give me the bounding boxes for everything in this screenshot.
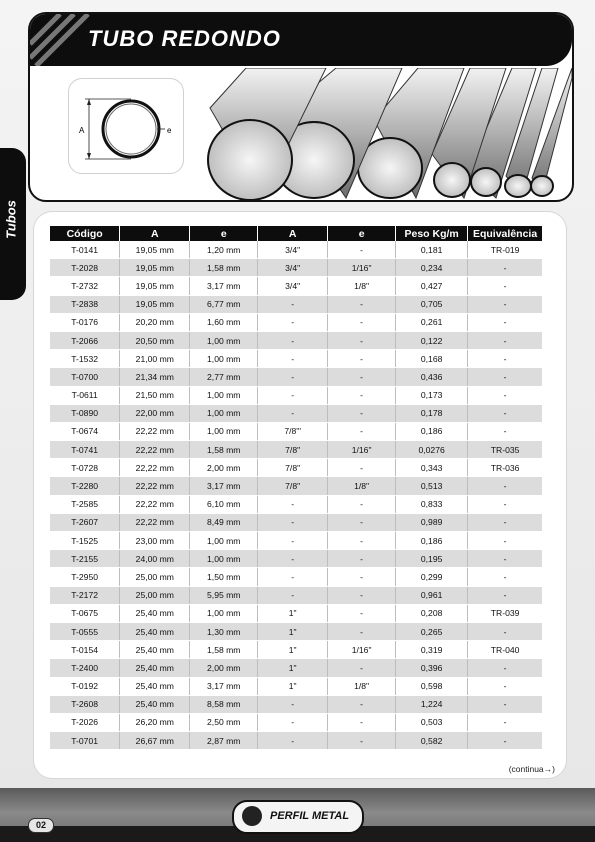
table-cell: - [468, 422, 542, 440]
table-cell: - [468, 259, 542, 277]
table-cell: 26,67 mm [120, 732, 190, 750]
table-cell: 1,00 mm [190, 350, 258, 368]
table-cell: TR-040 [468, 641, 542, 659]
table-cell: 3/4" [258, 241, 328, 259]
table-row [50, 313, 542, 331]
table-cell: T-0700 [50, 368, 120, 386]
table-cell: 25,00 mm [120, 568, 190, 586]
table-cell: 7/8"' [258, 422, 328, 440]
table-cell: T-0154 [50, 641, 120, 659]
table-cell: 1" [258, 677, 328, 695]
table-cell: 0,343 [396, 459, 468, 477]
table-body [50, 241, 542, 750]
table-cell: 1,00 mm [190, 404, 258, 422]
table-cell: 1/8" [328, 477, 396, 495]
table-cell: 1,50 mm [190, 568, 258, 586]
table-cell: T-2400 [50, 659, 120, 677]
table-cell: - [258, 368, 328, 386]
table-cell: T-2950 [50, 568, 120, 586]
table-cell: - [468, 350, 542, 368]
table-cell: 1/16" [328, 259, 396, 277]
table-row [50, 586, 542, 604]
brand-logo-icon [242, 806, 262, 826]
table-cell: - [328, 695, 396, 713]
table-cell: - [468, 695, 542, 713]
table-cell: T-1532 [50, 350, 120, 368]
table-cell: 19,05 mm [120, 259, 190, 277]
table-cell: - [468, 513, 542, 531]
side-tab [0, 148, 26, 300]
table-cell: T-0728 [50, 459, 120, 477]
table-cell: 20,20 mm [120, 313, 190, 331]
table-cell: T-2172 [50, 586, 120, 604]
table-cell: 0,0276 [396, 441, 468, 459]
table-cell: 21,34 mm [120, 368, 190, 386]
page-number: 02 [28, 818, 54, 833]
table-cell: 0,989 [396, 513, 468, 531]
table-cell: - [258, 695, 328, 713]
table-row [50, 368, 542, 386]
col-header-equivalencia: Equivalência [468, 226, 542, 241]
table-cell: - [258, 550, 328, 568]
table-row [50, 695, 542, 713]
table-cell: T-2026 [50, 713, 120, 731]
col-header-e-inch: e [328, 226, 396, 241]
table-row [50, 513, 542, 531]
table-cell: 7/8" [258, 441, 328, 459]
table-cell: T-2066 [50, 331, 120, 349]
table-cell: 24,00 mm [120, 550, 190, 568]
table-cell: - [468, 386, 542, 404]
table-cell: 22,22 mm [120, 459, 190, 477]
table-cell: 0,173 [396, 386, 468, 404]
table-cell: T-0555 [50, 622, 120, 640]
table-cell: 7/8" [258, 459, 328, 477]
table-cell: - [468, 477, 542, 495]
table-cell: T-0675 [50, 604, 120, 622]
table-cell: - [258, 586, 328, 604]
table-cell: 0,833 [396, 495, 468, 513]
table-row [50, 568, 542, 586]
page-title: TUBO REDONDO [88, 26, 281, 51]
table-cell: 25,00 mm [120, 586, 190, 604]
table-cell: 3,17 mm [190, 277, 258, 295]
table-cell: 2,50 mm [190, 713, 258, 731]
table-cell: 3/4" [258, 277, 328, 295]
table-cell: - [468, 277, 542, 295]
table-cell: 0,234 [396, 259, 468, 277]
table-row [50, 713, 542, 731]
table-cell: T-2838 [50, 295, 120, 313]
table-cell: T-0192 [50, 677, 120, 695]
table-row [50, 677, 542, 695]
table-cell: 1/16" [328, 641, 396, 659]
table-cell: - [328, 241, 396, 259]
table-cell: T-0890 [50, 404, 120, 422]
table-row [50, 659, 542, 677]
table-cell: 25,40 mm [120, 695, 190, 713]
table-row [50, 550, 542, 568]
table-cell: 22,22 mm [120, 513, 190, 531]
table-cell: - [258, 495, 328, 513]
table-cell: T-0176 [50, 313, 120, 331]
table-row [50, 295, 542, 313]
table-cell: 7/8" [258, 477, 328, 495]
table-cell: - [328, 568, 396, 586]
table-cell: 1" [258, 622, 328, 640]
table-header-row [50, 226, 542, 241]
table-cell: 22,22 mm [120, 441, 190, 459]
table-row [50, 277, 542, 295]
table-panel [34, 212, 566, 778]
table-cell: 2,00 mm [190, 659, 258, 677]
table-cell: 8,58 mm [190, 695, 258, 713]
col-header-a-inch: A [258, 226, 328, 241]
table-row [50, 459, 542, 477]
table-cell: - [258, 532, 328, 550]
table-cell: - [258, 568, 328, 586]
table-row [50, 622, 542, 640]
table-cell: 0,436 [396, 368, 468, 386]
table-cell: T-2732 [50, 277, 120, 295]
table-cell: - [258, 386, 328, 404]
stripes-decoration [30, 14, 90, 66]
continues-note [509, 764, 555, 774]
table-cell: - [468, 586, 542, 604]
table-cell: 0,186 [396, 422, 468, 440]
table-cell: 0,178 [396, 404, 468, 422]
table-cell: T-2607 [50, 513, 120, 531]
table-row [50, 441, 542, 459]
dim-a-label: A [79, 126, 85, 135]
table-cell: 0,261 [396, 313, 468, 331]
continues-arrow: →) [543, 764, 555, 774]
table-cell: 0,168 [396, 350, 468, 368]
table-cell: - [328, 659, 396, 677]
table-cell: 0,265 [396, 622, 468, 640]
table-cell: - [328, 713, 396, 731]
table-cell: 0,427 [396, 277, 468, 295]
table-cell: 25,40 mm [120, 604, 190, 622]
col-header-e-mm: e [190, 226, 258, 241]
table-cell: 1" [258, 641, 328, 659]
table-row [50, 495, 542, 513]
table-cell: - [258, 313, 328, 331]
title-bar [30, 14, 572, 66]
table-cell: 1,00 mm [190, 386, 258, 404]
table-cell: T-0141 [50, 241, 120, 259]
table-cell: 1/8" [328, 277, 396, 295]
table-cell: - [468, 568, 542, 586]
table-cell: 26,20 mm [120, 713, 190, 731]
col-header-codigo: Código [50, 226, 120, 241]
table-cell: - [468, 659, 542, 677]
table-cell: - [468, 331, 542, 349]
table-cell: TR-039 [468, 604, 542, 622]
table-cell: 21,50 mm [120, 386, 190, 404]
table-cell: 1,58 mm [190, 441, 258, 459]
table-cell: - [258, 513, 328, 531]
table-cell: - [468, 495, 542, 513]
table-row [50, 350, 542, 368]
table-cell: - [468, 677, 542, 695]
table-cell: T-1525 [50, 532, 120, 550]
col-header-a-mm: A [120, 226, 190, 241]
table-cell: T-0741 [50, 441, 120, 459]
table-cell: T-2028 [50, 259, 120, 277]
table-row [50, 404, 542, 422]
table-cell: - [328, 732, 396, 750]
table-cell: - [258, 404, 328, 422]
table-cell: - [328, 532, 396, 550]
table-cell: 0,582 [396, 732, 468, 750]
table-cell: 1" [258, 659, 328, 677]
table-row [50, 477, 542, 495]
table-row [50, 532, 542, 550]
tube-section-icon [69, 79, 183, 173]
table-cell: 0,181 [396, 241, 468, 259]
table-cell: 1,58 mm [190, 641, 258, 659]
table-cell: - [258, 732, 328, 750]
table-cell: 22,22 mm [120, 495, 190, 513]
tube-cross-section-diagram [68, 78, 184, 174]
table-cell: 19,05 mm [120, 241, 190, 259]
table-cell: 0,598 [396, 677, 468, 695]
table-cell: - [328, 586, 396, 604]
table-cell: TR-019 [468, 241, 542, 259]
table-cell: 19,05 mm [120, 277, 190, 295]
table-cell: 2,87 mm [190, 732, 258, 750]
table-cell: T-2280 [50, 477, 120, 495]
table-cell: T-2585 [50, 495, 120, 513]
table-row [50, 241, 542, 259]
table-cell: - [468, 404, 542, 422]
table-row [50, 732, 542, 750]
table-cell: 25,40 mm [120, 677, 190, 695]
table-cell: 0,705 [396, 295, 468, 313]
table-cell: 3/4" [258, 259, 328, 277]
table-cell: - [258, 713, 328, 731]
table-cell: 1,00 mm [190, 604, 258, 622]
pipes-illustration [206, 68, 572, 200]
table-cell: 0,319 [396, 641, 468, 659]
table-row [50, 386, 542, 404]
table-cell: 22,00 mm [120, 404, 190, 422]
table-cell: 1,00 mm [190, 550, 258, 568]
table-cell: T-0701 [50, 732, 120, 750]
table-cell: - [328, 622, 396, 640]
table-cell: 22,22 mm [120, 422, 190, 440]
table-row [50, 331, 542, 349]
table-cell: - [258, 295, 328, 313]
table-cell: 1,00 mm [190, 422, 258, 440]
table-cell: 19,05 mm [120, 295, 190, 313]
table-cell: 0,195 [396, 550, 468, 568]
table-row [50, 422, 542, 440]
table-cell: 1" [258, 604, 328, 622]
table-cell: - [468, 550, 542, 568]
table-cell: 25,40 mm [120, 659, 190, 677]
table-cell: 1,00 mm [190, 331, 258, 349]
table-cell: 23,00 mm [120, 532, 190, 550]
table-cell: - [328, 386, 396, 404]
table-cell: 21,00 mm [120, 350, 190, 368]
brand-badge [232, 800, 364, 834]
table-cell: - [328, 550, 396, 568]
table-cell: 1,224 [396, 695, 468, 713]
table-cell: - [328, 459, 396, 477]
table-cell: - [328, 331, 396, 349]
table-cell: - [468, 532, 542, 550]
table-cell: - [328, 295, 396, 313]
table-cell: 1/16" [328, 441, 396, 459]
table-cell: - [328, 513, 396, 531]
table-cell: 1/8" [328, 677, 396, 695]
side-tab-label: Tubos [3, 200, 19, 239]
table-row [50, 641, 542, 659]
table-row [50, 604, 542, 622]
table-cell: 1,58 mm [190, 259, 258, 277]
table-cell: 25,40 mm [120, 641, 190, 659]
table-cell: 0,503 [396, 713, 468, 731]
table-cell: 5,95 mm [190, 586, 258, 604]
table-cell: 0,122 [396, 331, 468, 349]
table-cell: 2,00 mm [190, 459, 258, 477]
table-cell: - [328, 368, 396, 386]
col-header-peso: Peso Kg/m [396, 226, 468, 241]
table-cell: T-0674 [50, 422, 120, 440]
table-cell: - [468, 732, 542, 750]
table-cell: T-0611 [50, 386, 120, 404]
table-cell: 3,17 mm [190, 477, 258, 495]
table-cell: T-2608 [50, 695, 120, 713]
table-cell: 22,22 mm [120, 477, 190, 495]
table-cell: 0,208 [396, 604, 468, 622]
dim-e-label: e [167, 126, 172, 135]
table-cell: 1,30 mm [190, 622, 258, 640]
table-cell: 1,20 mm [190, 241, 258, 259]
table-cell: 0,186 [396, 532, 468, 550]
table-cell: 20,50 mm [120, 331, 190, 349]
continues-text: (continua [508, 764, 544, 774]
table-cell: 2,77 mm [190, 368, 258, 386]
table-cell: - [468, 368, 542, 386]
table-cell: 0,513 [396, 477, 468, 495]
table-cell: - [328, 404, 396, 422]
table-cell: 6,77 mm [190, 295, 258, 313]
table-cell: - [328, 495, 396, 513]
table-cell: 1,00 mm [190, 532, 258, 550]
table-cell: 0,961 [396, 586, 468, 604]
table-cell: - [468, 713, 542, 731]
table-cell: 0,299 [396, 568, 468, 586]
header-card [28, 12, 574, 202]
table-row [50, 259, 542, 277]
table-cell: 6,10 mm [190, 495, 258, 513]
table-cell: TR-035 [468, 441, 542, 459]
table-cell: 3,17 mm [190, 677, 258, 695]
table-cell: - [258, 331, 328, 349]
brand-name: PERFIL METAL [270, 810, 350, 822]
table-cell: - [328, 313, 396, 331]
tubes-table [50, 226, 542, 750]
table-cell: 8,49 mm [190, 513, 258, 531]
table-cell: 25,40 mm [120, 622, 190, 640]
table-cell: 1,60 mm [190, 313, 258, 331]
table-cell: - [468, 295, 542, 313]
table-cell: - [328, 422, 396, 440]
table-cell: - [328, 350, 396, 368]
table-cell: T-2155 [50, 550, 120, 568]
table-cell: - [328, 604, 396, 622]
table-cell: - [468, 622, 542, 640]
table-cell: - [258, 350, 328, 368]
table-cell: - [468, 313, 542, 331]
table-cell: TR-036 [468, 459, 542, 477]
table-cell: 0,396 [396, 659, 468, 677]
